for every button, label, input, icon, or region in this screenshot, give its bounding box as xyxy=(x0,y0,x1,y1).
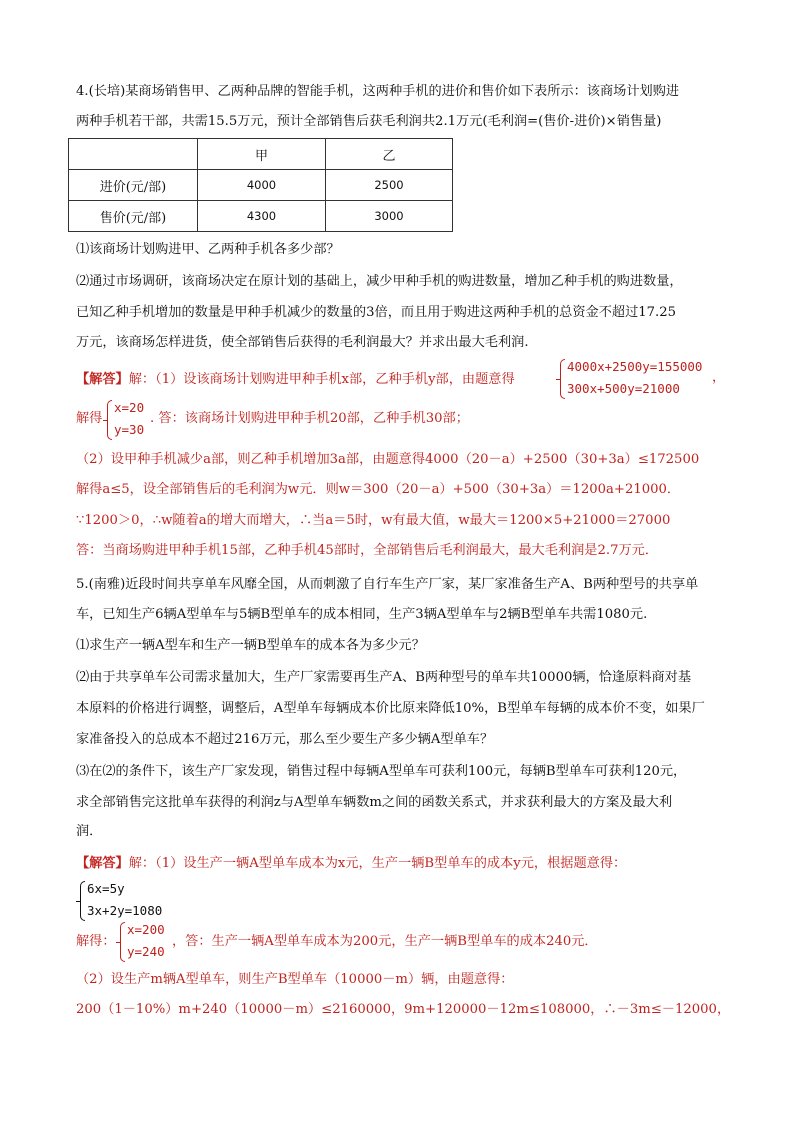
table-cell: 4000 xyxy=(198,170,326,201)
table-cell: 2500 xyxy=(326,170,453,201)
equation-line: 6x=5y xyxy=(87,881,125,896)
table-cell: 进价(元/部) xyxy=(69,170,198,201)
solution-line: x=20 xyxy=(114,400,145,415)
table-cell: 4300 xyxy=(198,201,326,232)
q5-answer-2-line-2: 200（1－10%）m+240（10000－m）≤2160000，9m+120000－12m≤108000，∴－3m≤－12000， xyxy=(76,1002,731,1017)
table-header-cell: 乙 xyxy=(326,139,453,170)
q4-part-2-line-2: 已知乙种手机增加的数量是甲种手机减少的数量的3倍，而且用于购进这两种手机的总资金不超过17.25 xyxy=(76,305,677,320)
q5-part-3-line-1: ⑶在⑵的条件下，该生产厂家发现，销售过程中每辆A型单车可获利100元，每辆B型单车可获利120元， xyxy=(76,764,687,779)
q4-answer-2-line-1: （2）设甲种手机减少a部，则乙种手机增加3a部，由题意得4000（20－a）+2500（30+3a）≤172500 xyxy=(76,452,700,467)
q5-answer-1 xyxy=(76,854,626,874)
solve-label: 解得 xyxy=(76,411,103,426)
table-row xyxy=(69,201,453,232)
q4-answer-2-line-3: ∵1200＞0，∴w随着a的增大而增大，∴当a＝5时，w有最大值，w最大＝1200×5+21000＝27000 xyxy=(76,513,671,528)
solution-line: y=30 xyxy=(114,422,145,437)
table-cell: 3000 xyxy=(326,201,453,232)
q5-part-3-line-2: 求全部销售完这批单车获得的利润z与A型单车辆数m之间的函数关系式，并求获利最大的方案及最大利 xyxy=(76,795,673,810)
q5-part-2-line-3: 家准备投入的总成本不超过216万元，那么至少要生产多少辆A型单车？ xyxy=(76,732,494,747)
q5-line-2: 车，已知生产6辆A型单车与5辆B型单车的成本相同，生产3辆A型单车与2辆B型单车共需1080元. xyxy=(76,607,648,622)
table-header-cell: 甲 xyxy=(198,139,326,170)
solution-line: y=240 xyxy=(127,944,165,959)
q4-line-1: 4.(长培)某商场销售甲、乙两种品牌的智能手机，这两种手机的进价和售价如下表所示：该商场计划购进 xyxy=(76,84,680,99)
table-header-row xyxy=(69,139,453,170)
answer-tag: 【解答】 xyxy=(76,856,129,871)
q5-part-3-line-3: 润． xyxy=(76,824,103,839)
equation-line: 3x+2y=1080 xyxy=(87,903,163,918)
solution-line: x=200 xyxy=(127,922,165,937)
table-row xyxy=(69,170,453,201)
q4-line-2: 两种手机若干部，共需15.5万元，预计全部销售后获毛利润共2.1万元(毛利润=(售价-进价)×销售量) xyxy=(76,114,662,129)
solution-text: . 答：该商场计划购进甲种手机20部，乙种手机30部； xyxy=(150,411,469,426)
equation-line: 300x+500y=21000 xyxy=(567,381,680,396)
solution-text: ，答：生产一辆A型单车成本为200元，生产一辆B型单车的成本240元． xyxy=(172,934,598,949)
equation-brace xyxy=(560,359,565,399)
q4-answer-1 xyxy=(76,370,515,390)
q5-line-1: 5.(南雅)近段时间共享单车风靡全国，从而刺激了自行车生产厂家，某厂家准备生产A、B两种型号的共享单 xyxy=(76,577,699,592)
solution-brace xyxy=(120,922,125,962)
q5-answer-2-line-1: （2）设生产m辆A型单车，则生产B型单车（10000－m）辆，由题意得： xyxy=(76,972,514,987)
answer-text: 解：（1）设该商场计划购进甲种手机x部，乙种手机y部，由题意得 xyxy=(128,372,515,387)
q4-answer-2-line-4: 答：当商场购进甲种手机15部，乙种手机45部时，全部销售后毛利润最大，最大毛利润是2.7万元． xyxy=(76,543,659,558)
equation-line: 4000x+2500y=155000 xyxy=(567,359,703,374)
equation-tail: ， xyxy=(712,370,726,385)
solve-label: 解得： xyxy=(76,934,116,949)
equation-brace xyxy=(80,881,85,921)
q4-answer-2-line-2: 解得a≤5，设全部销售后的毛利润为w元．则w＝300（20－a）+500（30+3a）＝1200a+21000． xyxy=(76,482,681,497)
q4-part-1: ⑴该商场计划购进甲、乙两种手机各多少部？ xyxy=(76,242,340,257)
solution-brace xyxy=(107,400,112,440)
table-cell: 售价(元/部) xyxy=(69,201,198,232)
q4-part-2-line-1: ⑵通过市场调研，该商场决定在原计划的基础上，减少甲种手机的购进数量，增加乙种手机的购进数量， xyxy=(76,274,683,289)
answer-tag: 【解答】 xyxy=(76,372,129,387)
q5-part-2-line-1: ⑵由于共享单车公司需求量加大，生产厂家需要再生产A、B两种型号的单车共10000辆，恰逢原料商对基 xyxy=(76,670,692,685)
q5-part-1: ⑴求生产一辆A型车和生产一辆B型单车的成本各为多少元？ xyxy=(76,638,425,653)
q4-part-2-line-3: 万元，该商场怎样进货，使全部销售后获得的毛利润最大？并求出最大毛利润. xyxy=(76,335,529,350)
price-table xyxy=(68,138,453,232)
q5-part-2-line-2: 本原料的价格进行调整，调整后，A型单车每辆成本价比原来降低10%，B型单车每辆的成本价不变，如果厂 xyxy=(76,701,705,716)
answer-text: 解：（1）设生产一辆A型单车成本为x元，生产一辆B型单车的成本y元，根据题意得： xyxy=(128,856,627,871)
table-header-cell xyxy=(69,139,198,170)
